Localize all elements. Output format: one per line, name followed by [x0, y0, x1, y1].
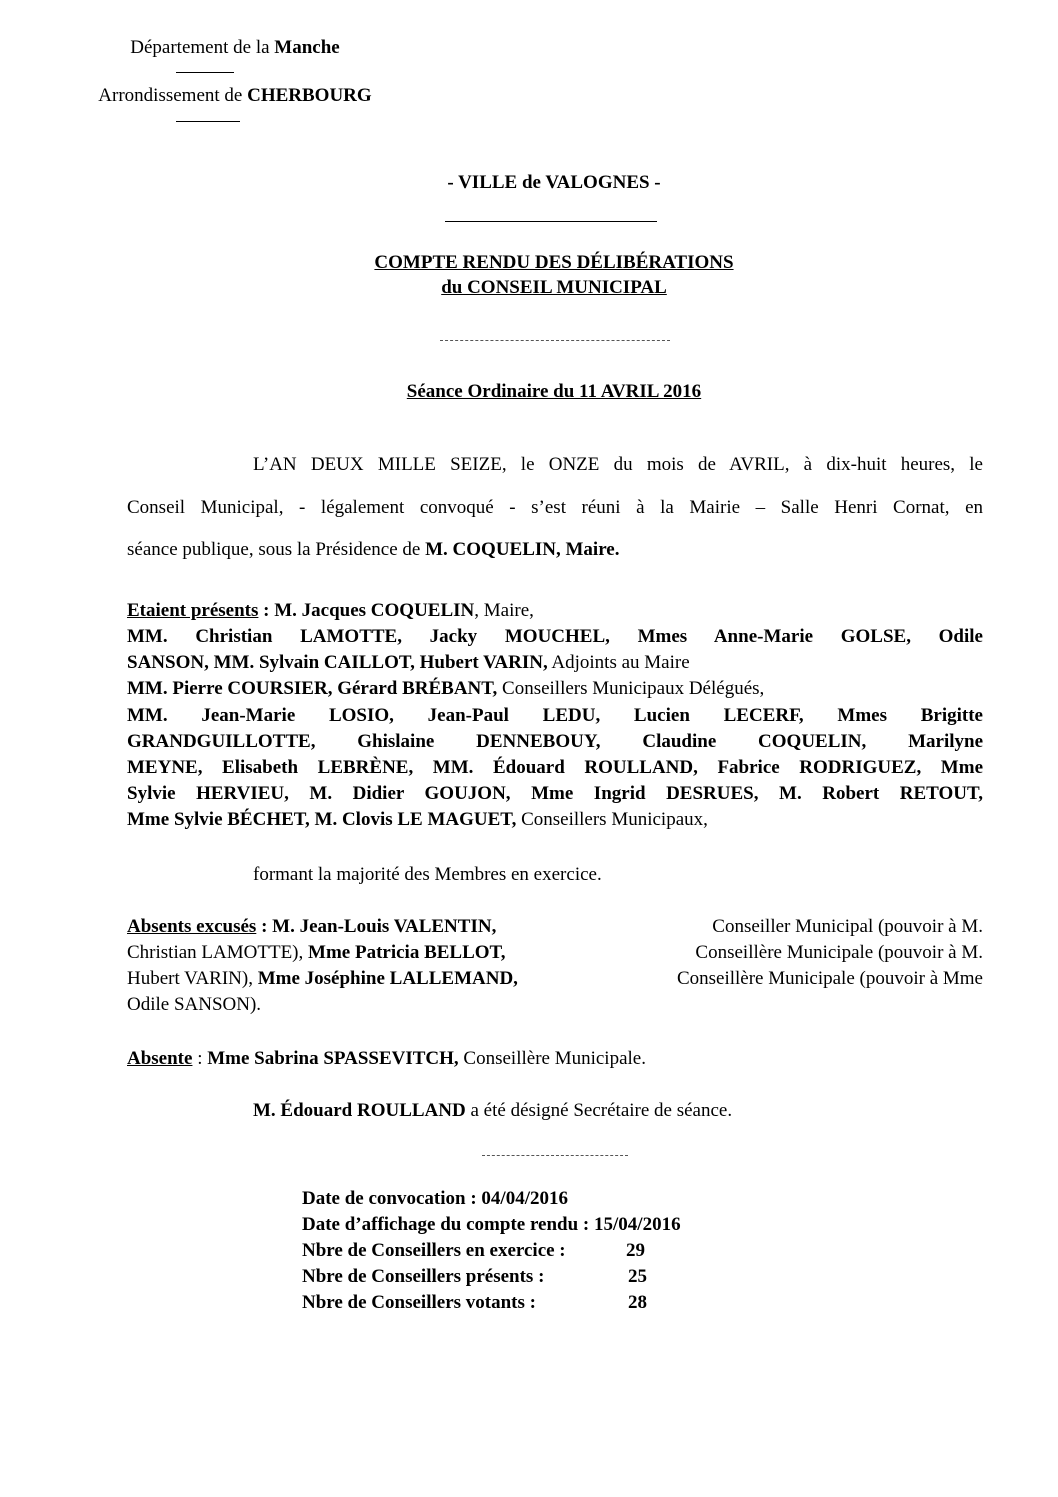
absents-line-1: [127, 914, 983, 940]
header-rule-2: [176, 121, 240, 122]
presents-maire-role: , Maire,: [474, 600, 534, 621]
presents-line-9: [127, 807, 983, 833]
stat-presents: [302, 1264, 662, 1290]
absent-valentin: M. Jean-Louis VALENTIN,: [272, 916, 497, 937]
departement-prefix: Département de la: [130, 37, 275, 58]
absents-line-2: [127, 940, 983, 966]
secretaire-line: [253, 1098, 732, 1124]
absente-sep: :: [192, 1048, 208, 1069]
absent-lallemand: Mme Joséphine LALLEMAND,: [257, 968, 518, 989]
presents-line-3: [127, 650, 983, 676]
absente-role: Conseillère Municipale.: [458, 1048, 646, 1069]
stat-exercice: [302, 1238, 662, 1264]
absente-line: [127, 1046, 983, 1072]
presents-adjoints-role: Adjoints au Maire: [547, 652, 690, 673]
arrondissement-line: [80, 84, 390, 108]
date-affichage: Date d’affichage du compte rendu : 15/04/2016: [302, 1214, 681, 1235]
presents-line-7: MEYNE, Elisabeth LEBRÈNE, MM. Édouard ROULLAND, Fabrice RODRIGUEZ, Mme: [127, 757, 983, 778]
intro-line-2: Conseil Municipal, - légalement convoqué - s’est réuni à la Mairie – Salle Henri Cornat, en: [127, 497, 983, 518]
secretaire-role: a été désigné Secrétaire de séance.: [465, 1100, 733, 1121]
intro-line-3-plain: séance publique, sous la Présidence de: [127, 539, 426, 560]
presents-line-4: [127, 676, 983, 702]
absente-name: Mme Sabrina SPASSEVITCH,: [207, 1048, 459, 1069]
presents-conseillers: Mme Sylvie BÉCHET, M. Clovis LE MAGUET,: [127, 809, 517, 830]
presents-line-6: GRANDGUILLOTTE, Ghislaine DENNEBOUY, Claudine COQUELIN, Marilyne: [127, 731, 983, 752]
stat-presents-value: 25: [628, 1266, 647, 1287]
departement-line: [80, 36, 390, 60]
arrondissement-name: CHERBOURG: [247, 85, 372, 106]
presents-delegues: MM. Pierre COURSIER, Gérard BRÉBANT,: [127, 678, 498, 699]
departement-name: Manche: [274, 37, 340, 58]
title-dashed-rule: [440, 340, 670, 341]
presents-label: Etaient présents: [127, 600, 259, 621]
compte-rendu-title: COMPTE RENDU DES DÉLIBÉRATIONS: [374, 252, 734, 273]
presents-maire: M. Jacques COQUELIN: [274, 600, 475, 621]
absents-label: Absents excusés: [127, 916, 257, 937]
president: M. COQUELIN, Maire.: [425, 539, 620, 560]
arrondissement-prefix: Arrondissement de: [98, 85, 248, 106]
date-convocation: Date de convocation : 04/04/2016: [302, 1188, 568, 1209]
stat-presents-label: Nbre de Conseillers présents :: [302, 1266, 545, 1287]
ville-title: - VILLE de VALOGNES -: [447, 172, 661, 193]
header-rule-1: [176, 72, 234, 73]
absents-line-3: [127, 966, 983, 992]
stat-exercice-value: 29: [626, 1240, 645, 1261]
presents-line-2: MM. Christian LAMOTTE, Jacky MOUCHEL, Mmes Anne-Marie GOLSE, Odile: [127, 626, 983, 647]
absents-sep: :: [256, 916, 273, 937]
absents-line-2-a: Christian LAMOTTE),: [127, 942, 309, 963]
presents-sep: :: [258, 600, 275, 621]
absent-lallemand-role: Conseillère Municipale (pouvoir à Mme: [676, 968, 983, 989]
intro-line-3: [127, 536, 620, 564]
absents-line-4: Odile SANSON).: [127, 994, 262, 1015]
conseil-title: du CONSEIL MUNICIPAL: [441, 277, 667, 298]
absents-line-3-a: Hubert VARIN),: [127, 968, 258, 989]
seance-title: Séance Ordinaire du 11 AVRIL 2016: [406, 381, 702, 402]
intro-line-1: L’AN DEUX MILLE SEIZE, le ONZE du mois de AVRIL, à dix-huit heures, le: [253, 454, 983, 475]
presents-line-5: MM. Jean-Marie LOSIO, Jean-Paul LEDU, Lucien LECERF, Mmes Brigitte: [127, 705, 983, 726]
presents-conseillers-role: Conseillers Municipaux,: [516, 809, 708, 830]
absent-bellot: Mme Patricia BELLOT,: [308, 942, 506, 963]
presents-delegues-role: Conseillers Municipaux Délégués,: [497, 678, 765, 699]
absent-valentin-role: Conseiller Municipal (pouvoir à M.: [712, 916, 983, 937]
presents-line-8: Sylvie HERVIEU, M. Didier GOUJON, Mme Ingrid DESRUES, M. Robert RETOUT,: [127, 783, 983, 804]
stat-votants: [302, 1290, 662, 1316]
secretaire-name: M. Édouard ROULLAND: [253, 1100, 466, 1121]
absent-bellot-role: Conseillère Municipale (pouvoir à M.: [695, 942, 983, 963]
majorite-line: formant la majorité des Membres en exercice.: [253, 864, 602, 885]
absente-label: Absente: [127, 1048, 193, 1069]
title-rule: [445, 221, 657, 222]
presents-line-1: [127, 598, 983, 624]
stat-votants-label: Nbre de Conseillers votants :: [302, 1292, 536, 1313]
presents-adjoints: SANSON, MM. Sylvain CAILLOT, Hubert VARIN,: [127, 652, 548, 673]
stat-votants-value: 28: [628, 1292, 647, 1313]
secretaire-dashed-rule: [482, 1155, 628, 1156]
stat-exercice-label: Nbre de Conseillers en exercice :: [302, 1240, 566, 1261]
